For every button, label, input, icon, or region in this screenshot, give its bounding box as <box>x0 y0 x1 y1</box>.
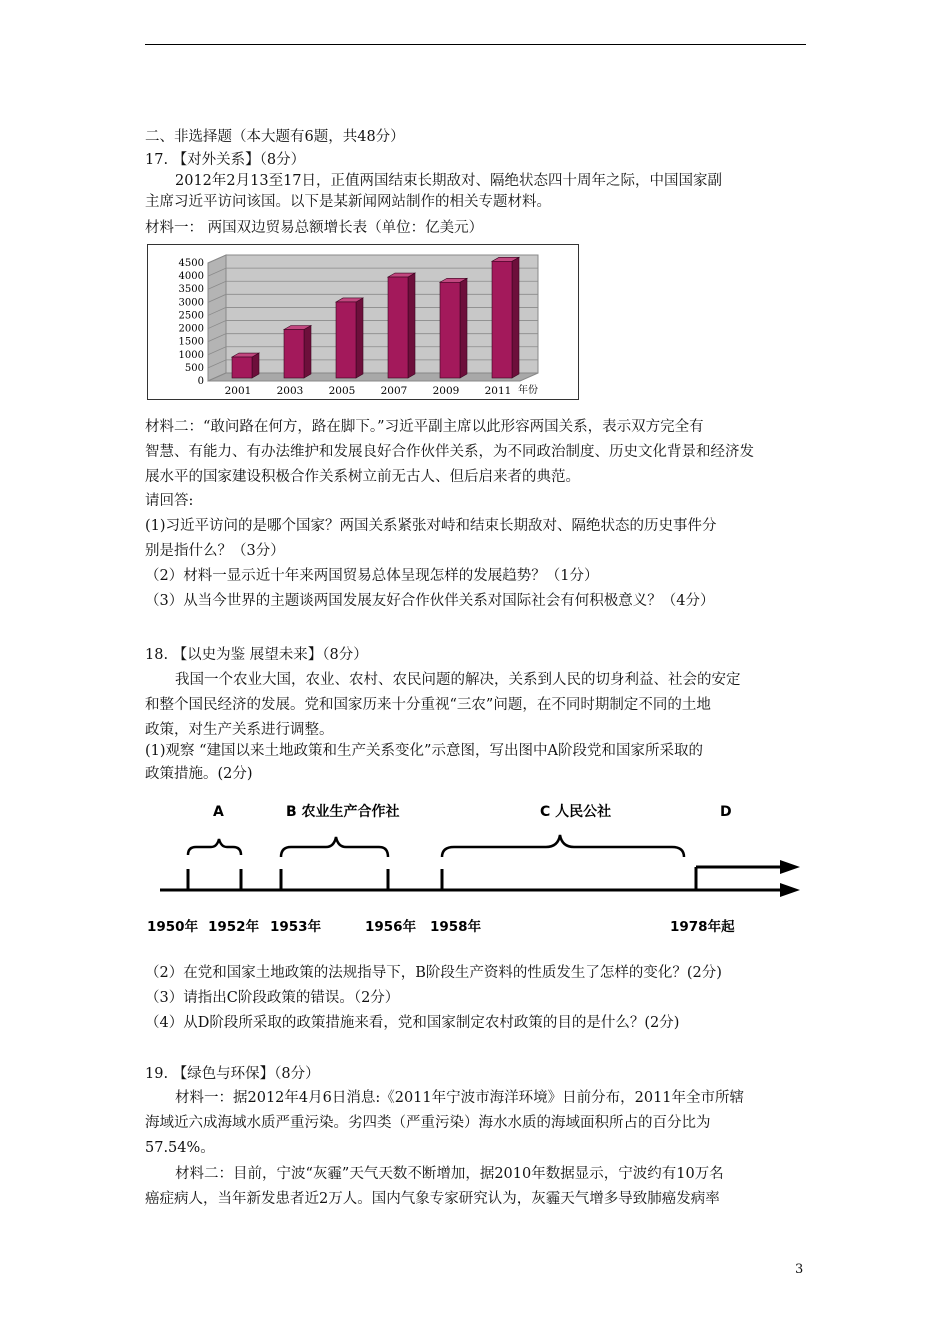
q17-question: （3）从当今世界的主题谈两国发展友好合作伙伴关系对国际社会有何积极意义？（4分） <box>145 593 715 609</box>
q17-question: （2）材料一显示近十年来两国贸易总体呈现怎样的发展趋势？（1分） <box>145 568 599 584</box>
year-label: 1952年 <box>208 919 260 935</box>
q19-material1-line: 57.54%。 <box>145 1140 215 1156</box>
q18-q1-line: (1)观察 “建国以来土地政策和生产关系变化”示意图，写出图中A阶段党和国家所采取的 <box>145 743 703 759</box>
q19-material2-line: 癌症病人，当年新发患者近2万人。国内气象专家研究认为，灰霾天气增多导致肺癌发病率 <box>145 1191 720 1207</box>
bar <box>440 282 460 378</box>
bar <box>336 302 356 378</box>
x-tick-label: 2005 <box>328 385 356 397</box>
y-tick-label: 0 <box>197 376 204 387</box>
q17-material2-line: 智慧、有能力、有办法维护和发展良好合作伙伴关系，为不同政治制度、历史文化背景和经济发 <box>145 444 754 460</box>
x-tick-label: 2001 <box>224 385 252 397</box>
bar-side <box>252 353 259 378</box>
bar <box>232 357 252 378</box>
q18-q1-line: 政策措施。(2分) <box>145 766 253 782</box>
y-tick-label: 1500 <box>178 336 204 348</box>
q19-material1-line: 材料一：据2012年4月6日消息:《2011年宁波市海洋环境》日前分布，2011年全市所辖 <box>175 1090 745 1106</box>
x-tick-label: 2003 <box>276 385 304 397</box>
bar-side <box>304 325 311 378</box>
q17-heading: 17. 【对外关系】（8分） <box>145 152 306 168</box>
page-number: 3 <box>795 1262 804 1277</box>
stage-c-label: C 人民公社 <box>540 804 612 820</box>
chart-svg <box>148 245 578 399</box>
bar-side <box>460 278 467 378</box>
bar <box>284 329 304 378</box>
y-tick-label: 2500 <box>178 310 204 322</box>
bar-side <box>356 298 363 378</box>
q18-intro-line: 我国一个农业大国，农业、农村、农民问题的解决，关系到人民的切身利益、社会的安定 <box>175 672 741 688</box>
stage-b-label: B 农业生产合作社 <box>286 804 400 820</box>
q18-question: （2）在党和国家土地政策的法规指导下，B阶段生产资料的性质发生了怎样的变化？(2分) <box>145 965 722 981</box>
q17-material2-line: 材料二：“敢问路在何方，路在脚下。”习近平副主席以此形容两国关系，表示双方完全有 <box>145 419 704 435</box>
q17-prompt: 请回答: <box>145 493 194 509</box>
year-label: 1950年 <box>147 919 199 935</box>
q19-material2-line: 材料二：目前，宁波“灰霾”天气天数不断增加，据2010年数据显示，宁波约有10万名 <box>175 1166 724 1182</box>
trade-bar-chart <box>147 244 579 400</box>
year-label: 1953年 <box>270 919 322 935</box>
x-tick-label: 2009 <box>432 385 460 397</box>
brace-c <box>442 835 684 857</box>
y-tick-label: 1000 <box>178 349 204 361</box>
year-label: 1956年 <box>365 919 417 935</box>
y-tick-label: 3000 <box>178 297 204 309</box>
q17-material1-label: 材料一： 两国双边贸易总额增长表（单位：亿美元） <box>145 220 484 236</box>
q19-heading: 19. 【绿色与环保】（8分） <box>145 1066 320 1082</box>
chart-side-wall <box>208 255 226 381</box>
q19-material1-line: 海域近六成海域水质严重污染。劣四类（严重污染）海水水质的海域面积所占的百分比为 <box>145 1115 711 1131</box>
year-label: 1978年起 <box>670 919 735 935</box>
q17-intro-line: 2012年2月13至17日，正值两国结束长期敌对、隔绝状态四十周年之际，中国国家副 <box>175 173 723 189</box>
x-tick-label: 2011 <box>484 385 512 397</box>
axis-arrow <box>780 883 800 897</box>
x-axis-label: 年份 <box>518 385 538 396</box>
q17-intro-line: 主席习近平访问该国。以下是某新闻网站制作的相关专题材料。 <box>145 194 551 210</box>
x-tick-label: 2007 <box>380 385 408 397</box>
q18-question: （3）请指出C阶段政策的错误。（2分） <box>145 990 400 1006</box>
chart-back-wall <box>226 255 538 373</box>
y-tick-label: 500 <box>184 362 204 374</box>
bar <box>492 261 512 378</box>
q17-question: 别是指什么？（3分） <box>145 543 285 559</box>
bar-side <box>512 257 519 378</box>
bar <box>388 277 408 378</box>
stage-d-label: D <box>720 804 732 820</box>
bar-side <box>408 273 415 378</box>
header-rule <box>145 44 806 45</box>
q18-question: （4）从D阶段所采取的政策措施来看，党和国家制定农村政策的目的是什么？(2分) <box>145 1015 680 1031</box>
q18-heading: 18. 【以史为鉴 展望未来】（8分） <box>145 647 368 663</box>
brace-a <box>188 839 241 855</box>
brace-b <box>281 837 388 857</box>
q17-question: (1)习近平访问的是哪个国家？两国关系紧张对峙和结束长期敌对、隔绝状态的历史事件分 <box>145 518 717 534</box>
year-label: 1958年 <box>430 919 482 935</box>
y-tick-label: 3500 <box>178 284 204 296</box>
q17-material2-line: 展水平的国家建设积极合作关系树立前无古人、但后启来者的典范。 <box>145 469 580 485</box>
q18-intro-line: 政策，对生产关系进行调整。 <box>145 722 334 738</box>
y-tick-label: 4000 <box>178 271 204 283</box>
section-title: 二、非选择题（本大题有6题，共48分） <box>145 129 405 145</box>
stage-a-label: A <box>213 804 224 820</box>
y-tick-label: 2000 <box>178 323 204 335</box>
land-policy-timeline <box>140 795 820 945</box>
q18-intro-line: 和整个国民经济的发展。党和国家历来十分重视“三农”问题，在不同时期制定不同的土地 <box>145 697 711 713</box>
stage-d-arrowhead <box>780 860 800 874</box>
y-tick-label: 4500 <box>178 258 204 269</box>
